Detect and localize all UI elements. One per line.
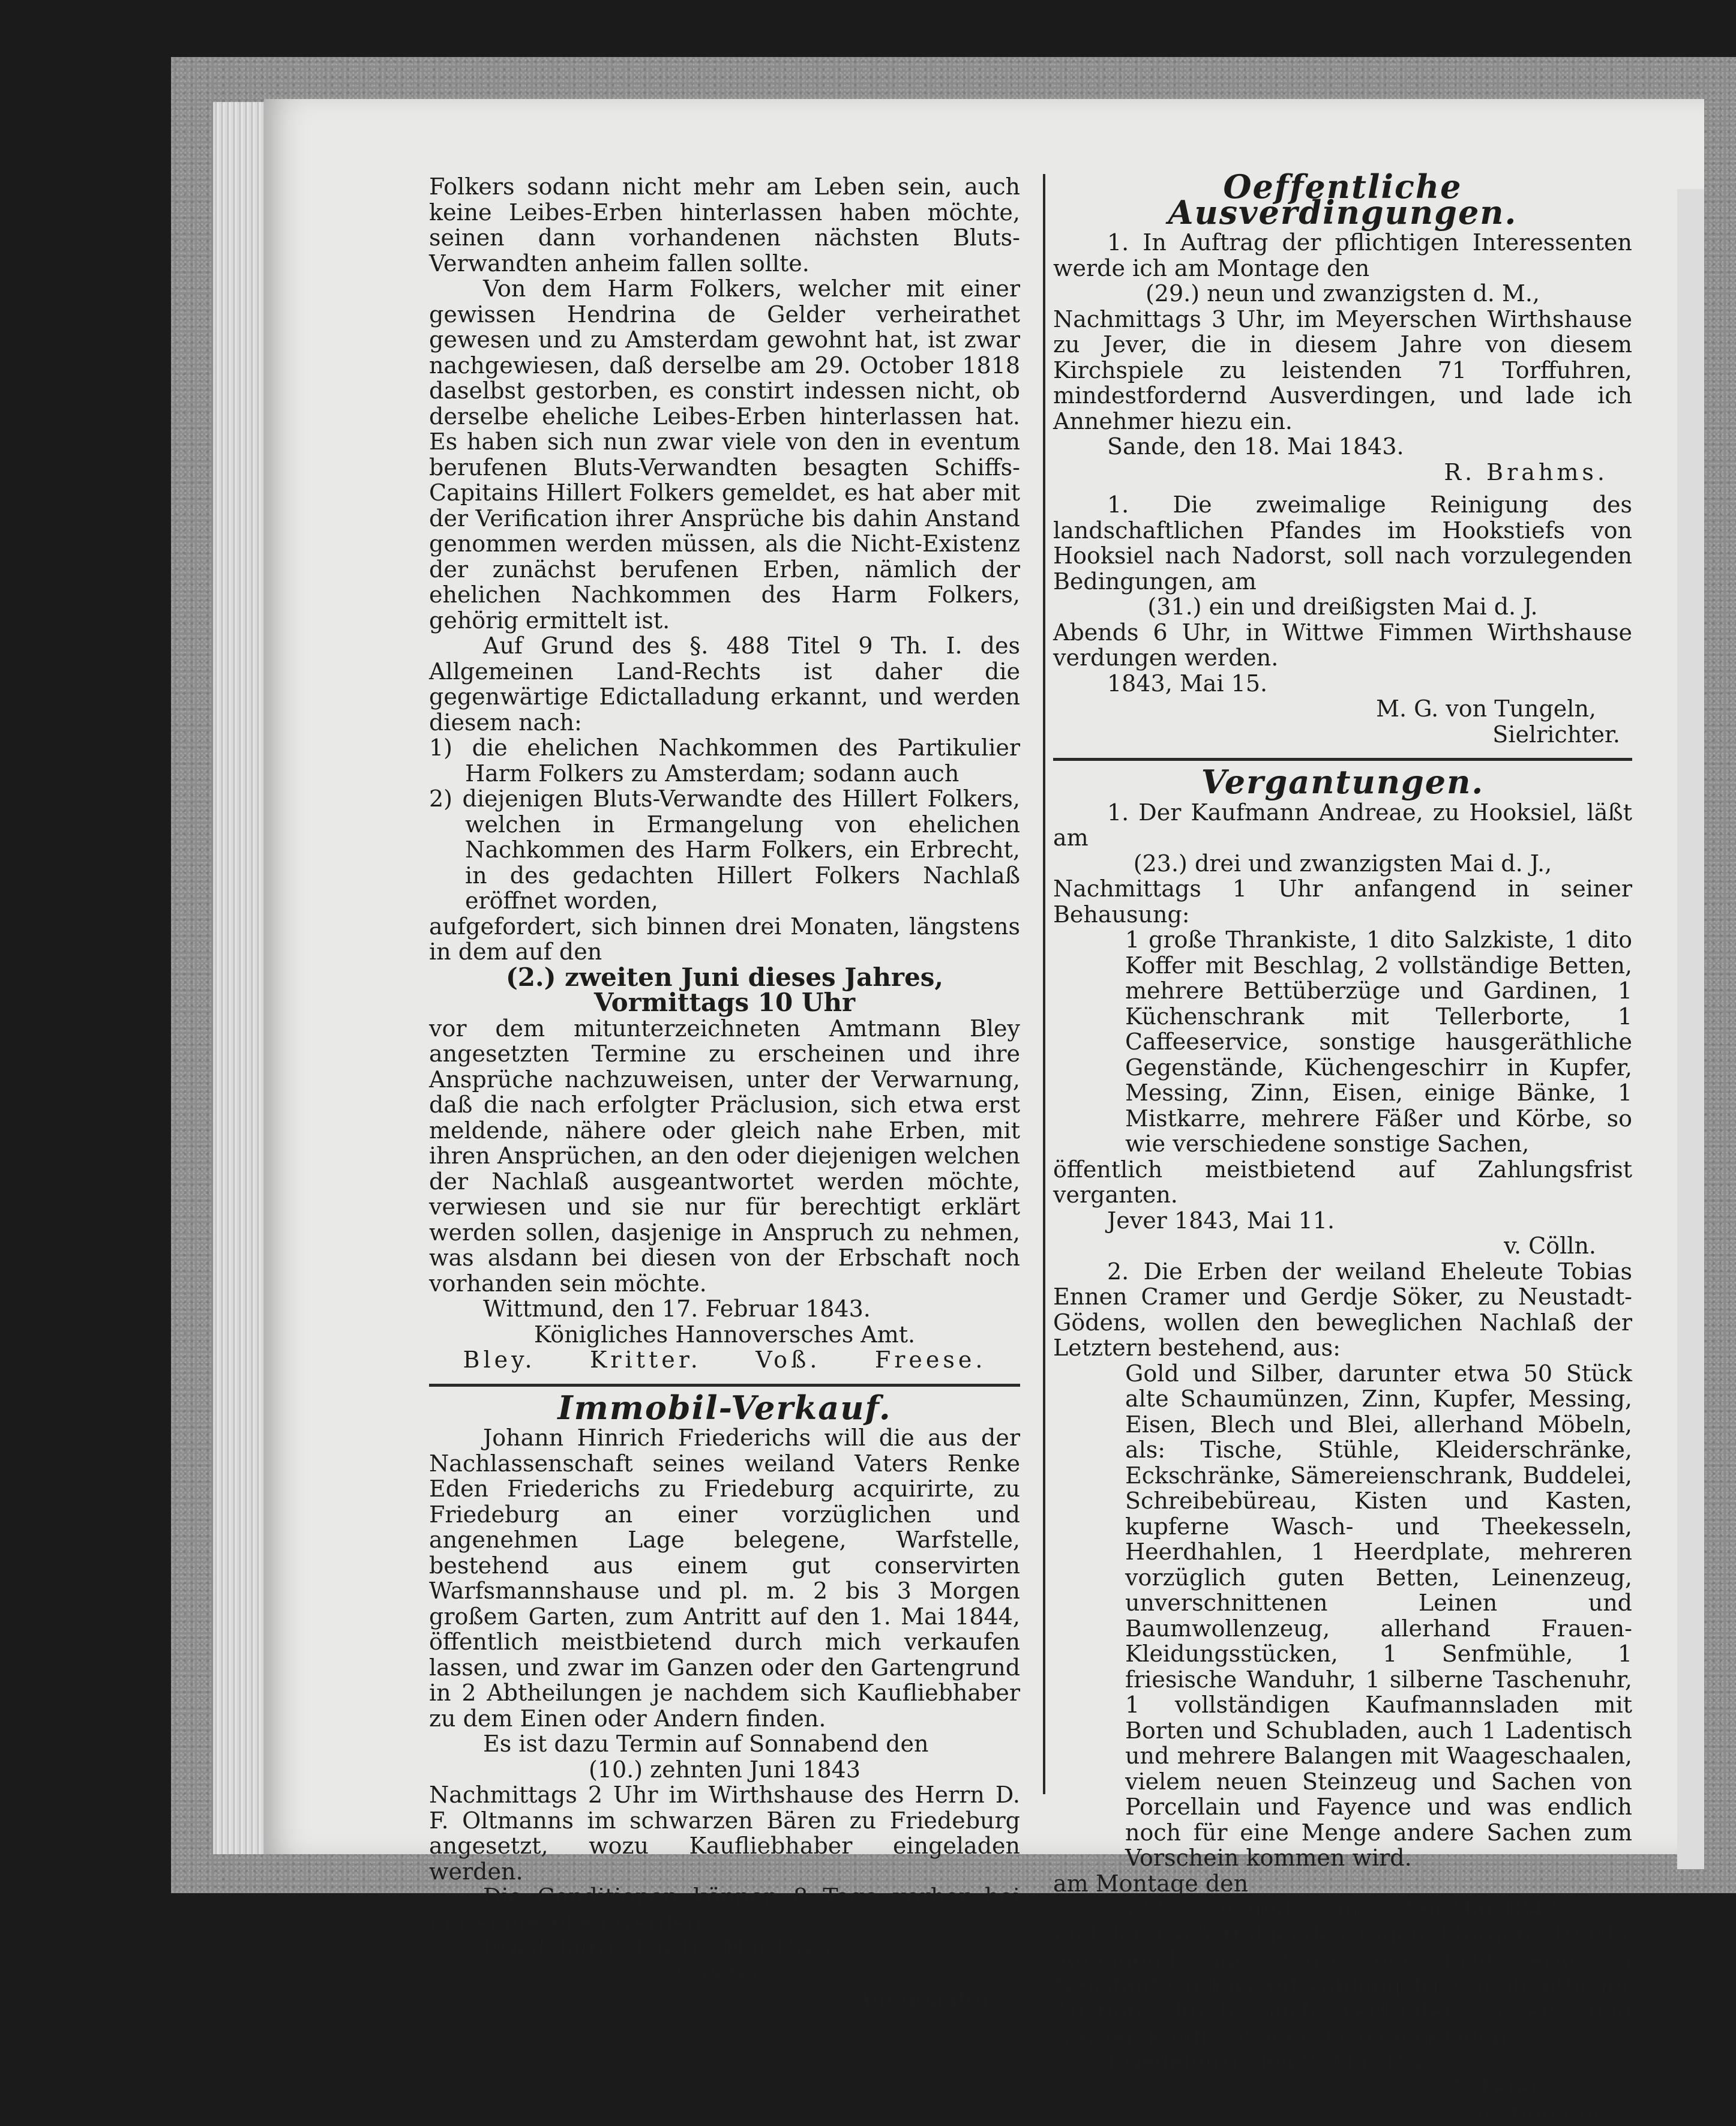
paragraph: Nachmittags 3 Uhr, im Meyerschen Wirthshause zu Jever, die in diesem Jahre von diesem Kirchspiele zu leistenden 71 Torffuhren, mindestfordernd Ausverdingen, und lade ich Annehmer hiezu ein. xyxy=(1053,305,1632,434)
paragraph: 2. Die Erben der weiland Eheleute Tobias Ennen Cramer und Gerdje Söker, zu Neustadt-Gödens, wollen den beweglichen Nachlaß der Letztern bestehend, aus: xyxy=(1053,1258,1632,1361)
paragraph: öffentlich meistbietend auf Zahlungsfrist verganten. xyxy=(1053,1156,1632,1208)
paragraph: und den nächstfolgenden Tagen, Morgens 10 Uhr anfangend, im Hause der Erblasserin zu Neustadt-Gödens auf Zahlungsfrist in öffentlicher Auction durch mich verkaufen lassen, und werden Kaufliebhaber dazu eingeladen. xyxy=(1053,1921,1632,2050)
signer: R. Brahms. xyxy=(1444,458,1608,485)
paragraph: Es ist dazu Termin auf Sonnabend den xyxy=(483,1731,929,1757)
signer-title: Sielrichter. xyxy=(1492,721,1620,748)
left-column xyxy=(429,174,1020,2012)
place-date: Jever 1843, Mai 11. xyxy=(1107,1207,1335,1234)
paragraph: Auf Grund des §. 488 Titel 9 Th. I. des Allgemeinen Land-Rechts ist daher die gegenwärtige Edictalladung erkannt, und werden diesem nach: xyxy=(429,632,1020,736)
paragraph: 1. Die zweimalige Reinigung des landschaftlichen Pfandes im Hookstiefs von Hooksiel nach Nadorst, soll nach vorzulegenden Bedingungen, am xyxy=(1053,491,1632,595)
paragraph: Nachmittags 1 Uhr anfangend in seiner Behausung: xyxy=(1053,875,1632,928)
place-date: Friedeburg, den 9. Mai 1843. xyxy=(1107,2049,1448,2075)
paragraph: Johann Hinrich Friederichs will die aus der Nachlassenschaft seines weiland Vaters Renke Eden Friederichs zu Friedeburg acquirirte, zu Friedeburg an einer vorzüglichen und angenehmen Lage belegene, Warfstelle, bestehend aus einem gut conservirten Warfsmannshause und pl. m. 2 bis 3 Morgen großem Garten, zum Antritt auf den 1. Mai 1844, öffentlich meistbietend durch mich verkaufen lassen, und zwar im Ganzen oder den Gartengrund in 2 Abtheilungen je nachdem sich Kaufliebhaber zu dem Einen oder Andern finden. xyxy=(429,1425,1021,1732)
right-column xyxy=(1053,167,1632,2126)
date-line: (10.) zehnten Juni 1843 xyxy=(588,1756,861,1783)
date-line: (23.) drei und zwanzigsten Mai d. J., xyxy=(1133,850,1552,877)
paragraph: Von dem Harm Folkers, welcher mit einer gewissen Hendrina de Gelder verheirathet gewesen und zu Amsterdam gewohnt hat, ist zwar nachgewiesen, daß derselbe am 29. October 1818 daselbst gestorben, es constirt indessen nicht, ob derselbe eheliche Leibes-Erben hinterlassen hat. Es haben sich nun zwar viele von den in eventum berufenen Bluts-Verwandten besagten Schiffs-Capitains Hillert Folkers gemeldet, es hat aber mit der Verification ihrer Ansprüche bis dahin Anstand genommen werden müssen, als die Nicht-Existenz der zunächst berufenen Erben, nämlich der ehelichen Nachkommen des Harm Folkers, gehörig ermittelt ist. xyxy=(429,275,1020,634)
item-list: 1 große Thrankiste, 1 dito Salzkiste, 1 dito Koffer mit Beschlag, 2 vollständige Betten, mehrere Bettüberzüge und Gardinen, 1 Küchenschrank mit Tellerborte, 1 Caffeeservice, sonstige hausgeräthliche Gegenstände, Küchengeschirr in Kupfer, Messing, Zinn, Eisen, einige Bänke, 1 Mistkarre, mehrere Fäßer und Körbe, so wie verschiedene sonstige Sachen, xyxy=(1125,926,1632,1157)
paragraph: 1. Der Kaufmann Andreae, zu Hooksiel, läßt am xyxy=(1053,799,1632,851)
date-line: (22.) zwei und zwanzigsten Mai 1843 xyxy=(1126,1896,1559,1922)
list-item: 1) die ehelichen Nachkommen des Partikulier Harm Folkers zu Amsterdam; sodann auch xyxy=(429,734,1020,787)
place-date: 1843, Mai 15. xyxy=(1107,670,1268,697)
signer: M. G. von Tungeln, xyxy=(1376,695,1596,722)
paragraph: Die Conditionen können 8 Tage vorher bei mir eingesehen werden. xyxy=(429,1884,1020,1936)
section-divider xyxy=(1053,758,1632,761)
paragraph: 1. In Auftrag der pflichtigen Interessenten werde ich am Montage den xyxy=(1053,229,1632,281)
place-date: Friedeburg, den 16. Mai 1843. xyxy=(483,1935,838,1961)
paragraph: Nachmittags 2 Uhr im Wirthshause des Herrn D. F. Oltmanns im schwarzen Bären zu Friedeburg angesetzt, wozu Kaufliebhaber eingeladen werden. xyxy=(429,1782,1020,1885)
paragraph: vor dem mitunterzeichneten Amtmann Bley angesetzten Termine zu erscheinen und ihre Ansprüche nachzuweisen, unter der Verwarnung, daß die nach erfolgter Präclusion, sich etwa erst meldende, nähere oder gleich nahe Erben, mit ihren Ansprüchen, an den oder diejenigen welchen der Nachlaß ausgeantwortet werden möchte, verwiesen und sie nur für berechtigt erklärt werden sollen, dasjenige in Anspruch zu nehmen, was alsdann bei diesen von der Erbschaft noch vorhanden sein möchte. xyxy=(429,1015,1020,1297)
paragraph: Folkers sodann nicht mehr am Leben sein, auch keine Leibes-Erben hinterlassen haben möchte, seinen dann vorhandenen nächsten Bluts-Verwandten anheim fallen sollte. xyxy=(429,173,1020,277)
date-line: (31.) ein und dreißigsten Mai d. J. xyxy=(1147,593,1538,620)
section-heading: Vergantungen. xyxy=(1201,763,1485,801)
date-line: (29.) neun und zwanzigsten d. M., xyxy=(1145,280,1540,307)
item-list: Gold und Silber, darunter etwa 50 Stück alte Schaumünzen, Zinn, Kupfer, Messing, Eisen, Blech und Blei, allerhand Möbeln, als: Tische, Stühle, Kleiderschränke, Eckschränke, Sämereienschrank, Buddelei, Schreibebüreau, Kisten und Kasten, kupferne Wasch- und Theekesseln, Heerdhahlen, 1 Heerdplate, mehreren vorzüglich guten Betten, Leinenzeug, unverschnittenen Leinen und Baumwollenzeug, allerhand Frauen-Kleidungsstücken, 1 Senfmühle, 1 friesische Wanduhr, 1 silberne Taschenuhr, 1 vollständigen Kaufmannsladen mit Borten und Schubladen, auch 1 Ladentisch und mehrere Balangen mit Waageschaalen, vielem neuen Steinzeug und Sachen von Porcellain und Fayence und was endlich noch für eine Menge andere Sachen zum Vorschein kommen wird. xyxy=(1125,1360,1632,1871)
next-page-edge xyxy=(1677,189,1704,1869)
place-date: Wittmund, den 17. Februar 1843. xyxy=(483,1296,871,1322)
paragraph: am Montage den xyxy=(1053,1870,1249,1897)
signer-title: Auctionator. xyxy=(855,1986,996,2012)
date-line: Vormittags 10 Uhr xyxy=(593,988,856,1017)
date-line: (2.) zweiten Juni dieses Jahres, xyxy=(505,962,944,992)
signer: v. Cölln. xyxy=(1504,1233,1596,1259)
column-divider xyxy=(1043,174,1045,1794)
authority: Königliches Hannoversches Amt. xyxy=(533,1321,916,1348)
list-item: 2) diejenigen Bluts-Verwandte des Hillert Folkers, welchen in Ermangelung von ehelichen Nachkommen des Harm Folkers, ein Erbrecht, in des gedachten Hillert Folkers Nachlaß eröffnet worden, xyxy=(429,785,1020,914)
signatures: Bley. Kritter. Voß. Freese. xyxy=(463,1347,987,1373)
place-date: Sande, den 18. Mai 1843. xyxy=(1107,433,1404,460)
section-heading: Immobil-Verkauf. xyxy=(557,1388,892,1427)
paragraph: Abends 6 Uhr, in Wittwe Fimmen Wirthshause verdungen werden. xyxy=(1053,619,1632,671)
section-heading: Oeffentliche Ausverdingungen. xyxy=(1168,167,1518,232)
signer: A. Peters, xyxy=(1449,2074,1560,2101)
signer-title: Auctionator. xyxy=(1467,2100,1608,2126)
section-divider xyxy=(429,1384,1020,1387)
paragraph: aufgefordert, sich binnen drei Monaten, längstens in dem auf den xyxy=(429,913,1020,965)
signer: A. Peters, xyxy=(668,1960,781,1987)
